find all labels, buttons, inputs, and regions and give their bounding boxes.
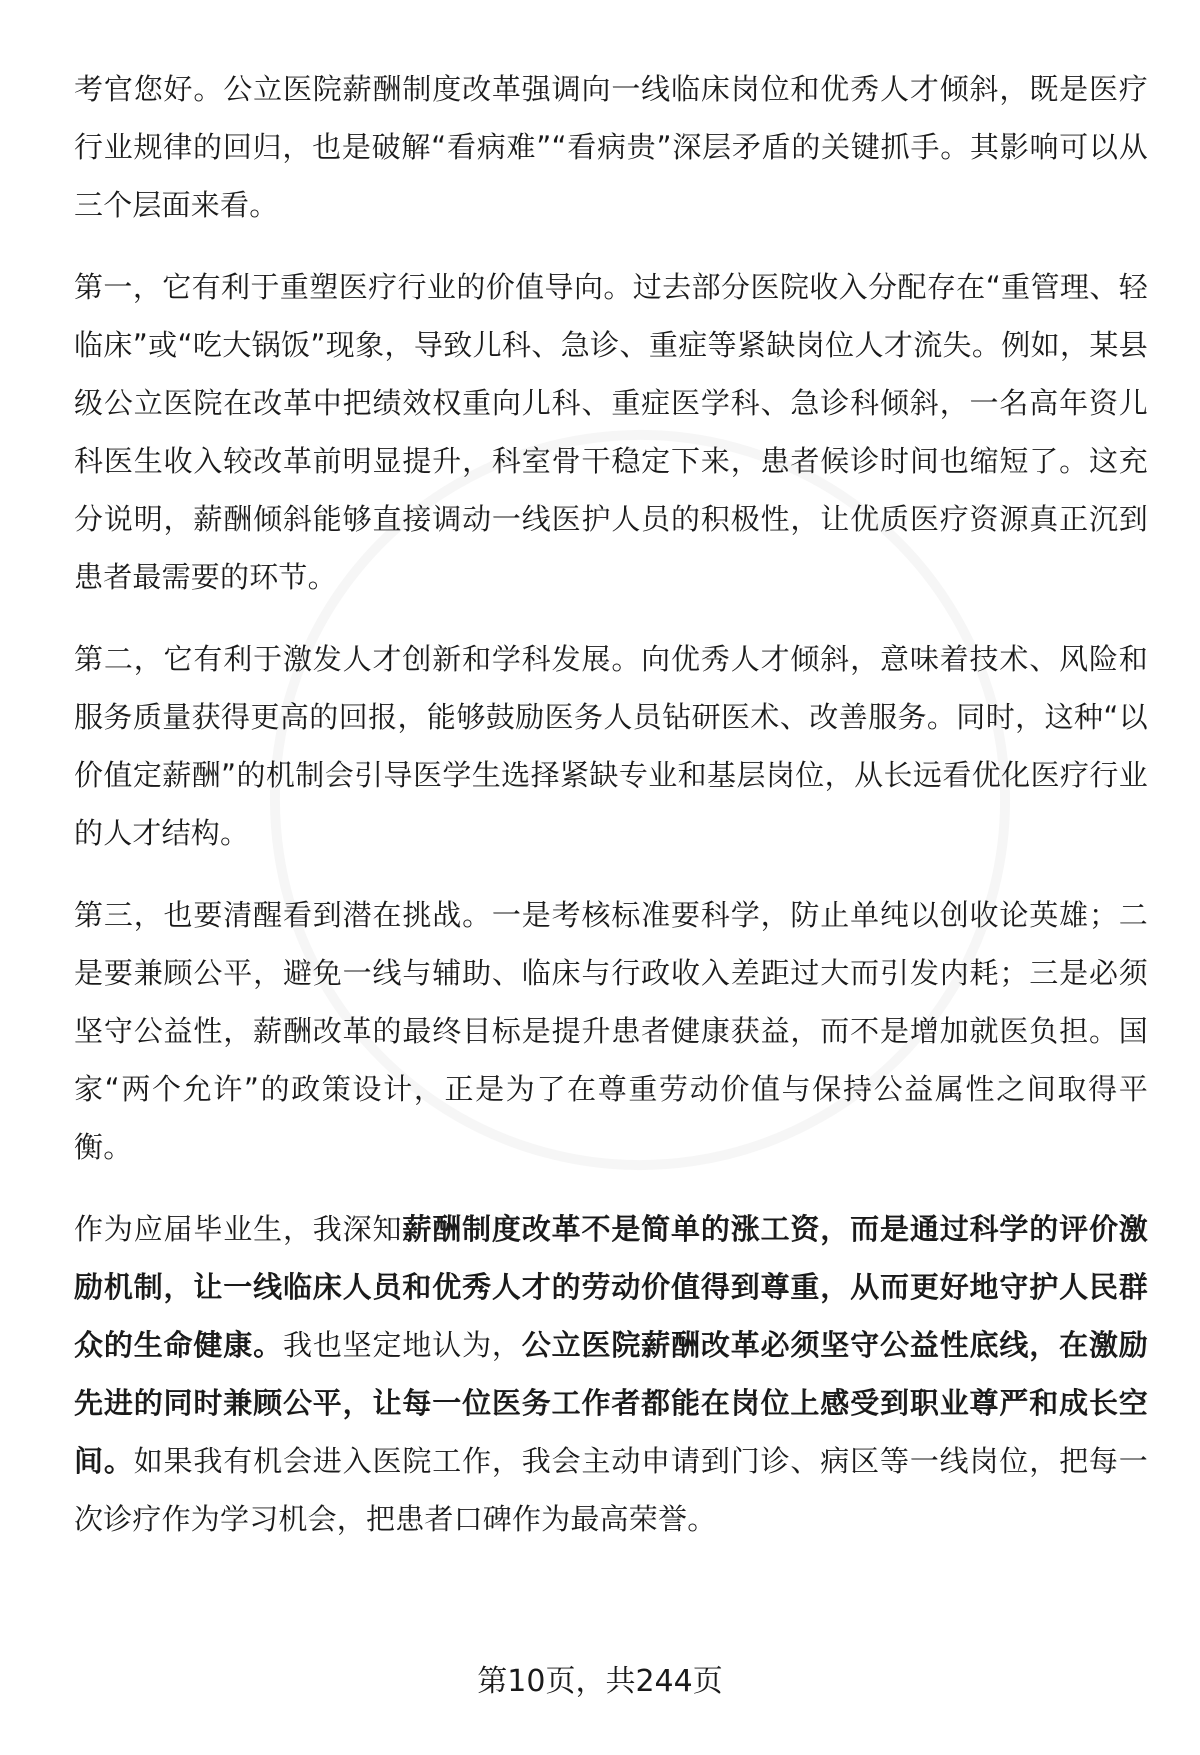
text-segment: 考官您好。公立医院薪酬制度改革强调向一线临床岗位和优秀人才倾斜，既是医疗行业规律的回归，也是破解“看病难”“看病贵”深层矛盾的关键抓手。其影响可以从三个层面来看。	[74, 72, 1148, 222]
text-segment: 第二，它有利于激发人才创新和学科发展。向优秀人才倾斜，意味着技术、风险和服务质量获得更高的回报，能够鼓励医务人员钻研医术、改善服务。同时，这种“以价值定薪酬”的机制会引导医学生选择紧缺专业和基层岗位，从长远看优化医疗行业的人才结构。	[74, 642, 1148, 850]
paragraph	[74, 886, 1148, 1176]
bold-text: 薪酬制度改革不是简单的涨工资，而是通过科学的评价激励机制，让一线临床人员和优秀人才的劳动价值得到尊重，从而更好地守护人民群众的生命健康。	[74, 1212, 1148, 1362]
paragraph	[74, 630, 1148, 862]
text-segment: 我也坚定地认为，	[282, 1328, 522, 1362]
paragraph	[74, 1200, 1148, 1548]
paragraph	[74, 60, 1148, 234]
paragraph	[74, 258, 1148, 606]
text-segment: 第三，也要清醒看到潜在挑战。一是考核标准要科学，防止单纯以创收论英雄；二是要兼顾公平，避免一线与辅助、临床与行政收入差距过大而引发内耗；三是必须坚守公益性，薪酬改革的最终目标是提升患者健康获益，而不是增加就医负担。国家“两个允许”的政策设计，正是为了在尊重劳动价值与保持公益属性之间取得平衡。	[74, 898, 1148, 1164]
text-segment: 作为应届毕业生，我深知	[74, 1212, 403, 1246]
text-segment: 第一，它有利于重塑医疗行业的价值导向。过去部分医院收入分配存在“重管理、轻临床”或“吃大锅饭”现象，导致儿科、急诊、重症等紧缺岗位人才流失。例如，某县级公立医院在改革中把绩效权重向儿科、重症医学科、急诊科倾斜，一名高年资儿科医生收入较改革前明显提升，科室骨干稳定下来，患者候诊时间也缩短了。这充分说明，薪酬倾斜能够直接调动一线医护人员的积极性，让优质医疗资源真正沉到患者最需要的环节。	[74, 270, 1148, 594]
page-number: 第10页，共244页	[477, 1664, 723, 1699]
bold-text: 公立医院薪酬改革必须坚守公益性底线，在激励先进的同时兼顾公平，让每一位医务工作者都能在岗位上感受到职业尊严和成长空间。	[74, 1328, 1149, 1478]
text-segment: 如果我有机会进入医院工作，我会主动申请到门诊、病区等一线岗位，把每一次诊疗作为学习机会，把患者口碑作为最高荣誉。	[74, 1444, 1148, 1536]
document-body	[74, 60, 1148, 1548]
